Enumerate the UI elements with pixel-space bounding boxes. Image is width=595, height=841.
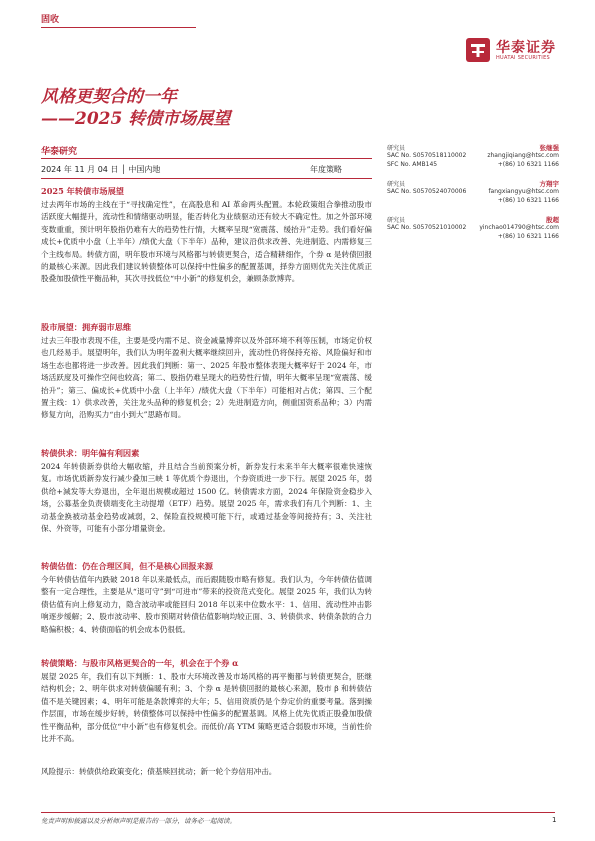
analyst-phone: +(86) 10 6321 1166 [497, 197, 559, 204]
research-org: 华泰研究 [41, 147, 78, 157]
report-subtitle: ——2025 转债市场展望 [41, 109, 231, 129]
meta-rule-top [41, 158, 372, 159]
meta-rule-bottom [41, 178, 372, 179]
section-body: 过去两年市场的主线在于“寻找确定性”，在高股息和 AI 革命两头配置。本轮政策组合拳推动股市活跃度大幅提升，流动性和情绪驱动明显，能否转化为业绩驱动还有较大不确定性。加之外部环境变数重重，预计明年股指仍难有大的趋势性行情，大概率呈现“宽震荡、缓抬升”走势。我们看好偏成长+优质中小盘（上半年）/绩优大盘（下半年）品种，建议沿供求改善、先进制造、内需修复三个主线布局。转债方面，明年股市环境与风格都与转债更契合，适合精耕细作，个券 α 是转债回报的最核心来源。因此我们建议转债整体可以保持中性偏多的配置基调，择券方面则优先关注优质正股叠加股债性平衡品种，其次寻找低位“中小新”的修复机会，兼顾条款博弈。 [41, 200, 372, 284]
analyst-card [387, 179, 559, 206]
analyst-email[interactable]: zhangjiqiang@htsc.com [487, 152, 559, 159]
brand-name-en: HUATAI SECURITIES [496, 55, 550, 61]
section-tag: 固收 [41, 15, 60, 25]
header-rule [41, 27, 196, 28]
section-body: 2024 年转债新券供给大幅收缩，并且结合当前预案分析，新券发行未来半年大概率很难快速恢复。市场优质新券发行减少叠加三峡 1 等优质个券退出，个券资质进一步下行。展望 2025 年，弱供给+減发等大券退出，全年退出规模或超过 1500 亿。转债需求方面，2024 年保险资金稳步入场，公募基金负责债端变化主动提增（ETF）趋势。展望 2025 年，需求我们有几个判断：1、主动基金换被动基金趋势或减弱，2、保险直投规模可能下行，或通过基金等间接持有；3、关注社保、外资等，可能有小部分增量资金。 [41, 462, 372, 534]
footer-rule [41, 812, 555, 813]
section-body: 过去三年股市表现不佳，主要是受内需不足、资金减量博弈以及外部环境不利等压制，市场定价权也几经易手。展望明年，我们认为明年盈利大概率继续回升，流动性仍将保持充裕、风险偏好和市场生态也都将进一步改善。因此我们判断：第一、2025 年股市整体表现大概率好于 2024 年，市场活跃度及可操作空间也较高；第二、股指仍难呈现大的趋势性行情，明年大概率呈现“宽震荡、缓抬升”；第三、偏成长+优质中小盘（上半年）/绩优大盘（下半年）可能相对占优；第四、三个配置主线：1）供求改善，关注龙头品种的修复机会；2）先进制造方向，侧重国资系品种；3）内需修复方向，沿购买力“由小到大”思路布局。 [41, 336, 372, 420]
analyst-phone: +(86) 10 6321 1166 [497, 161, 559, 168]
brand-logo [466, 36, 566, 64]
analyst-role: 研究员 [387, 181, 406, 188]
analyst-card [387, 143, 559, 170]
analyst-sac: SAC No. S0570524070006 [387, 188, 467, 195]
analyst-sfc: SFC No. AMB145 [387, 161, 438, 168]
analyst-sac: SAC No. S0570518110002 [387, 152, 467, 159]
section-heading: 转债估值：仍在合理区间，但不是核心回报来源 [41, 561, 213, 571]
risk-note: 风险提示：转债供给政策变化；债基赎回扰动；新一轮个券信用冲击。 [41, 767, 277, 776]
report-type: 年度策略 [310, 165, 342, 174]
section-heading: 2025 年转债市场展望 [41, 186, 124, 196]
section-heading: 转债策略：与股市风格更契合的一年，机会在于个券 α [41, 658, 239, 668]
report-date: 2024 年 11 月 04 日 │ 中国内地 [41, 165, 161, 174]
footer-disclaimer: 免责声明和披露以及分析师声明是报告的一部分，请务必一起阅读。 [41, 817, 236, 825]
analyst-name: 方翔宇 [539, 180, 559, 188]
analyst-sac: SAC No. S0570521010002 [387, 224, 467, 231]
analyst-email[interactable]: yinchao014790@htsc.com [479, 224, 559, 231]
brand-name-cn: 华泰证券 [496, 40, 556, 56]
analyst-role: 研究员 [387, 145, 406, 152]
page-number: 1 [552, 816, 557, 824]
section-body: 展望 2025 年，我们有以下判断：1、股市大环境改善及市场风格的再平衡都与转债更契合，胚继结构机会；2、明年供求对转债偏暖有利；3、个券 α 是转债回报的最核心来源，股市 β 和转债估值不是关键因素；4、明年可能是条款博弈的大年；5、信用资质仍是个券定价的重要考量。落到操作层面，市场在缓步好转，转债整体可以保持中性偏多的配置基调。风格上优先优质正股叠加股债性平衡品种，部分低位“中小新”也有修复机会。而低价/高 YTM 策略更适合弱股市环境，当前性价比并不高。 [41, 672, 372, 744]
section-heading: 转债供求：明年偏有利因素 [41, 448, 140, 458]
section-heading: 股市展望：拥弃弱市思维 [41, 322, 132, 332]
report-title: 风格更契合的一年 [41, 87, 177, 107]
analyst-card [387, 215, 559, 242]
section-body: 今年转债估值年内跌破 2018 年以来最低点，而后跟随股市略有修复。我们认为，今年转债估值调整有一定合理性，主要是从“退可守”到“可进市”带来的投资范式变化。展望 2025 年，我们认为转债估值有向上修复动力，隐含波动率或能回归 2018 年以来中位数水平：1、信用、流动性冲击影响逐步缓解；2、股市波动率、股市预期对转债估值影响均较正面、3、转债供求、转债条款的合力略偏积极；4、转债面临的机会成本仍很低。 [41, 575, 372, 634]
analyst-phone: +(86) 10 6321 1166 [497, 233, 559, 240]
huatai-logo-icon [466, 38, 490, 62]
analyst-name: 殷超 [546, 216, 559, 224]
analyst-role: 研究员 [387, 217, 406, 224]
analyst-name: 张继强 [539, 144, 559, 152]
analyst-email[interactable]: fangxiangyu@htsc.com [488, 188, 559, 195]
